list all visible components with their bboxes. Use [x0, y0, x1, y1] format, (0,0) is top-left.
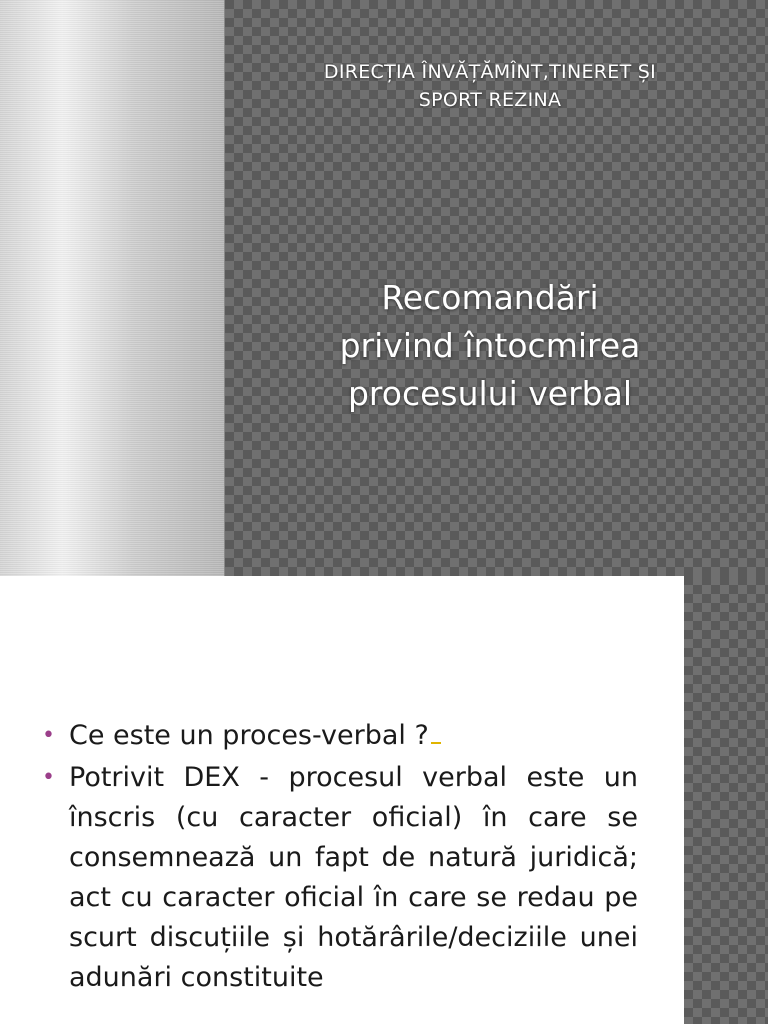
- bullet-text: Potrivit DEX - procesul verbal este un înscris (cu caracter oficial) în care se consemnează un fapt de natură juridică; act cu caracter oficial în care se redau pe scurt discuțiile și hotărârile/deciziile unei adunări constituite: [69, 762, 638, 993]
- bullet-item-question: [42, 716, 638, 756]
- text-cursor-mark: [431, 742, 441, 744]
- bullet-icon: •: [42, 765, 55, 790]
- slide-1-left-panel: [0, 0, 224, 576]
- slide-2-bullet-list: [42, 716, 638, 1000]
- slide-1-title: Recomandări privind întocmirea procesului verbal: [339, 278, 641, 413]
- bullet-item-definition: [42, 758, 638, 998]
- slide-1-header: DIRECȚIA ÎNVĂȚĂMÎNT,TINERET ȘI SPORT REZINA: [323, 61, 657, 111]
- bullet-icon: •: [42, 723, 55, 748]
- slide-2-pattern-strip: [684, 576, 768, 1024]
- slide-2: [0, 576, 768, 1024]
- bullet-text: Ce este un proces-verbal ?: [69, 720, 429, 751]
